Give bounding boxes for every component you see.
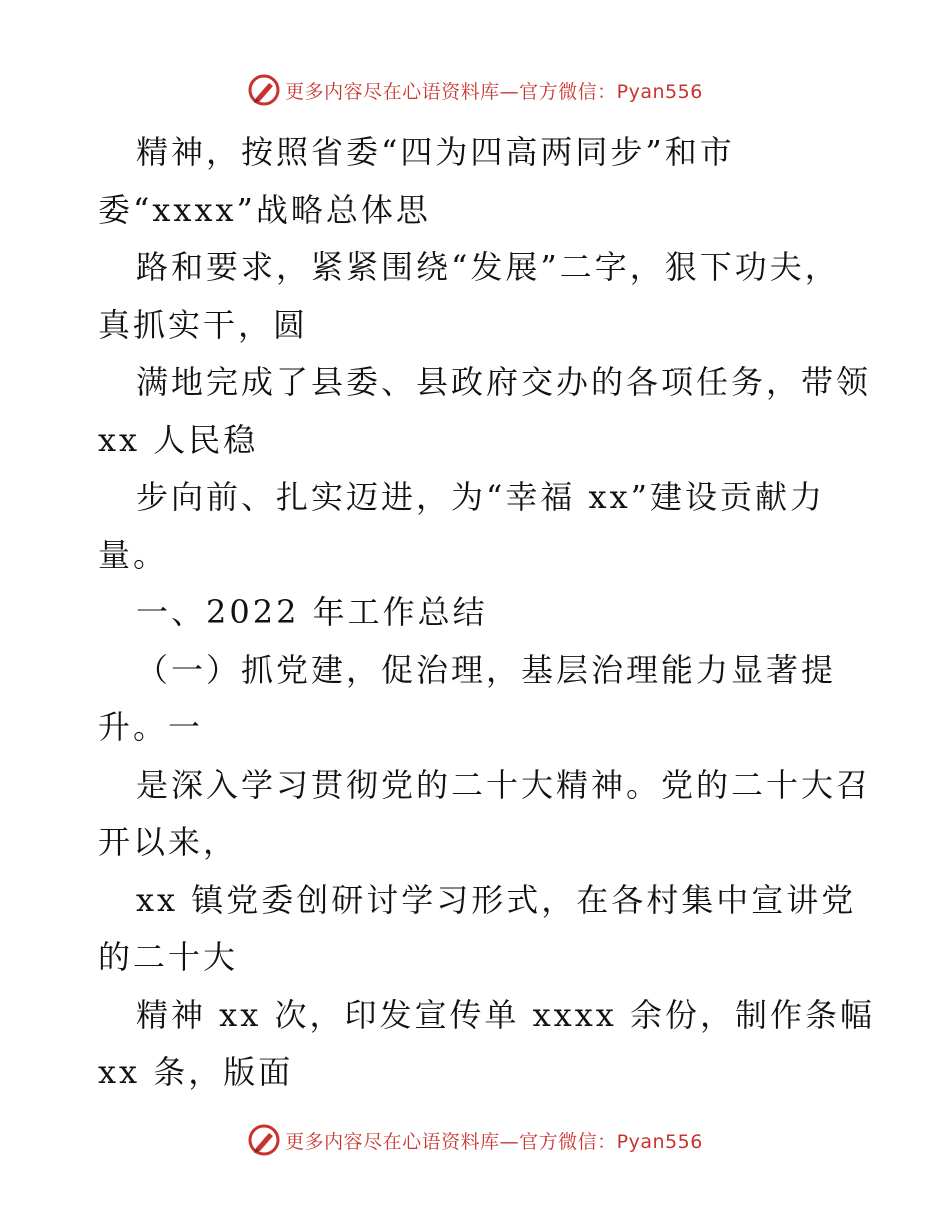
text-line: 的二十大 — [98, 938, 239, 976]
text-line: xx 人民稳 — [98, 420, 259, 459]
watermark-footer — [0, 1122, 950, 1158]
watermark-text: 更多内容尽在心语资料库—官方微信：Pyan556 — [285, 1130, 703, 1153]
text-line: 升。一 — [98, 708, 204, 746]
pen-logo-icon — [247, 1123, 281, 1157]
pen-logo-icon — [247, 73, 281, 107]
section-heading: 一、2022 年工作总结 — [136, 593, 488, 631]
text-line: 是深入学习贯彻党的二十大精神。党的二十大召 — [136, 765, 872, 804]
text-line: 开以来， — [98, 823, 239, 861]
text-line: xx 镇党委创研讨学习形式，在各村集中宣讲党 — [136, 880, 857, 919]
text-line: 真抓实干，圆 — [98, 305, 309, 344]
document-body — [98, 124, 875, 1102]
text-line: 量。 — [98, 535, 169, 574]
text-line: 精神，按照省委“四为四高两同步”和市 — [136, 133, 735, 171]
watermark-header — [0, 72, 950, 108]
text-line: 委“xxxx”战略总体思 — [98, 190, 431, 229]
subsection-heading: （一）抓党建，促治理，基层治理能力显著提 — [136, 650, 837, 689]
text-line: xx 条，版面 — [98, 1053, 294, 1091]
text-line: 步向前、扎实迈进，为“幸福 xx”建设贡献力 — [136, 478, 825, 516]
text-line: 精神 xx 次，印发宣传单 xxxx 余份，制作条幅 — [136, 995, 875, 1034]
text-line: 满地完成了县委、县政府交办的各项任务，带领 — [136, 363, 872, 401]
watermark-text: 更多内容尽在心语资料库—官方微信：Pyan556 — [285, 80, 703, 103]
text-line: 路和要求，紧紧围绕“发展”二字，狠下功夫， — [136, 248, 840, 286]
